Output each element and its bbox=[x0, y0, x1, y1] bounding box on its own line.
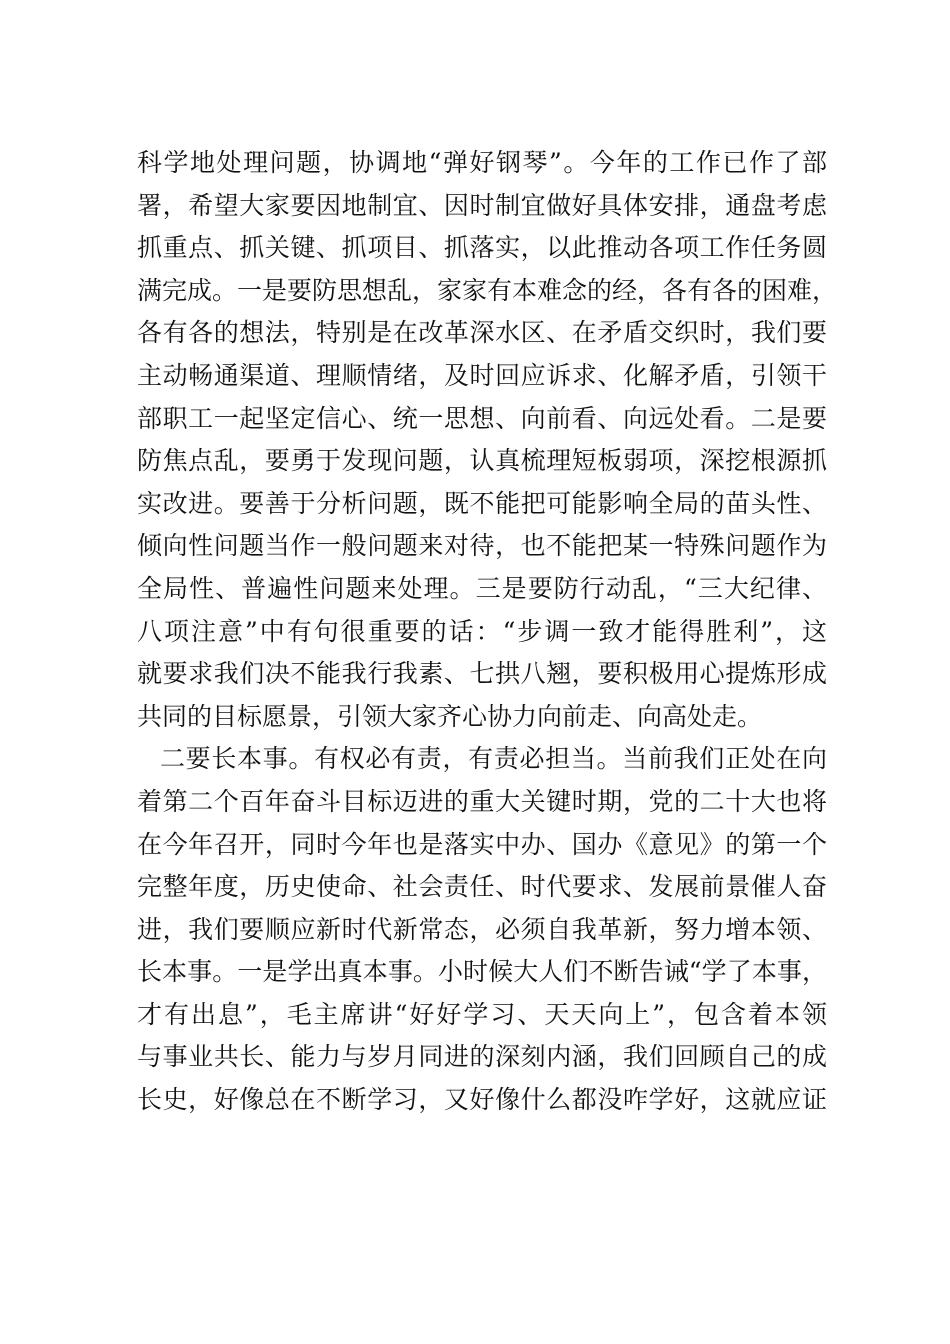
text-line: 完整年度，历史使命、社会责任、时代要求、发展前景催人奋 bbox=[137, 872, 827, 902]
paragraph-end-line: 共同的目标愿景，引领大家齐心协力向前走、向高处走。 bbox=[137, 701, 763, 731]
text-line: 才有出息”，毛主席讲“好好学习、天天向上”，包含着本领 bbox=[137, 999, 827, 1029]
text-line: 防焦点乱，要勇于发现问题，认真梳理短板弱项，深挖根源抓 bbox=[137, 446, 827, 476]
text-line: 主动畅通渠道、理顺情绪，及时回应诉求、化解矛盾，引领干 bbox=[137, 360, 827, 390]
text-line: 署，希望大家要因地制宜、因时制宜做好具体安排，通盘考虑 bbox=[137, 190, 827, 220]
text-line: 就要求我们决不能我行我素、七拱八翘，要积极用心提炼形成 bbox=[137, 659, 827, 689]
text-line: 抓重点、抓关键、抓项目、抓落实，以此推动各项工作任务圆 bbox=[137, 233, 827, 263]
text-line: 全局性、普遍性问题来处理。三是要防行动乱，“三大纪律、 bbox=[137, 573, 827, 603]
text-line: 科学地处理问题，协调地“弹好钢琴”。今年的工作已作了部 bbox=[137, 148, 827, 177]
text-line: 长本事。一是学出真本事。小时候大人们不断告诫“学了本事， bbox=[137, 957, 827, 987]
text-line: 进，我们要顺应新时代新常态，必须自我革新，努力增本领、 bbox=[137, 914, 827, 944]
paragraph-start-line: 二要长本事。有权必有责，有责必担当。当前我们正处在向 bbox=[160, 744, 827, 774]
text-line: 实改进。要善于分析问题，既不能把可能影响全局的苗头性、 bbox=[137, 488, 827, 518]
text-line: 部职工一起坚定信心、统一思想、向前看、向远处看。二是要 bbox=[137, 403, 827, 433]
text-line: 在今年召开，同时今年也是落实中办、国办《意见》的第一个 bbox=[137, 829, 827, 859]
text-line: 长史，好像总在不断学习，又好像什么都没咋学好，这就应证 bbox=[137, 1085, 827, 1115]
text-line: 与事业共长、能力与岁月同进的深刻内涵，我们回顾自己的成 bbox=[137, 1042, 827, 1072]
text-line: 各有各的想法，特别是在改革深水区、在矛盾交织时，我们要 bbox=[137, 318, 827, 348]
text-line: 八项注意”中有句很重要的话：“步调一致才能得胜利”，这 bbox=[137, 616, 827, 646]
body-text bbox=[137, 142, 838, 1122]
text-line: 满完成。一是要防思想乱，家家有本难念的经，各有各的困难， bbox=[137, 275, 838, 305]
text-line: 着第二个百年奋斗目标迈进的重大关键时期，党的二十大也将 bbox=[137, 786, 827, 816]
text-line: 倾向性问题当作一般问题来对待，也不能把某一特殊问题作为 bbox=[137, 531, 827, 561]
